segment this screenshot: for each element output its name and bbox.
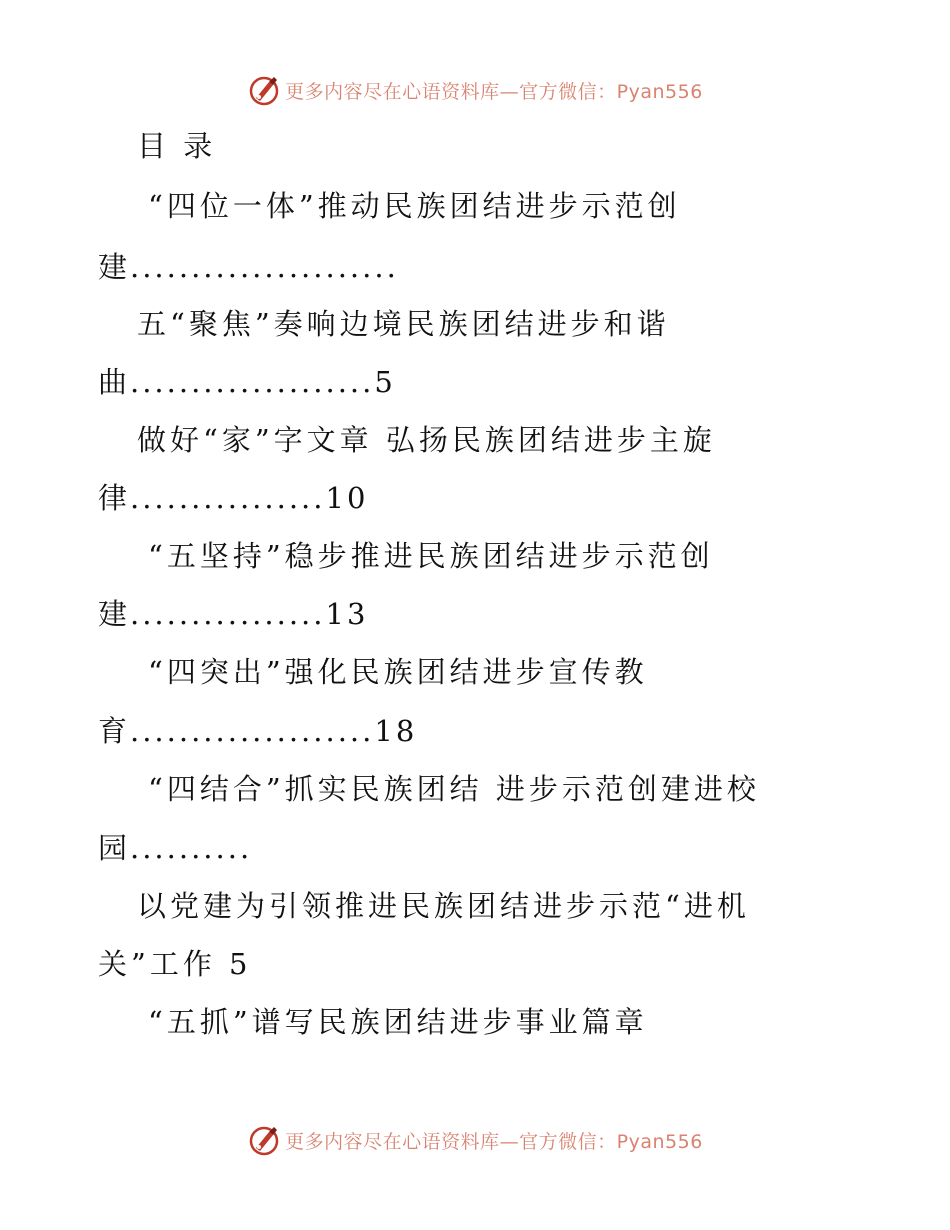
watermark-banner-bottom bbox=[0, 1120, 950, 1160]
toc-heading: 目 录 bbox=[137, 129, 217, 163]
toc-entry-line: 曲....................5 bbox=[98, 365, 396, 399]
toc-entry-line: “五抓”谱写民族团结进步事业篇章 bbox=[148, 1005, 648, 1039]
toc-entry-line: 五“聚焦”奏响边境民族团结进步和谐 bbox=[137, 307, 670, 341]
toc-entry-line: 建................13 bbox=[98, 597, 369, 631]
toc-entry-line: 育....................18 bbox=[98, 714, 418, 748]
watermark-text: 更多内容尽在心语资料库—官方微信：Pyan556 bbox=[285, 1130, 703, 1153]
toc-entry-line: 做好“家”字文章 弘扬民族团结进步主旋 bbox=[137, 423, 716, 457]
toc-entry-line: “四位一体”推动民族团结进步示范创 bbox=[148, 189, 681, 223]
toc-entry-line: 建...................... bbox=[98, 250, 399, 284]
toc-entry-line: 律................10 bbox=[98, 481, 369, 515]
toc-entry-line: “四结合”抓实民族团结 进步示范创建进校 bbox=[148, 772, 760, 806]
toc-entry-line: 以党建为引领推进民族团结进步示范“进机 bbox=[137, 889, 750, 923]
watermark-text: 更多内容尽在心语资料库—官方微信：Pyan556 bbox=[285, 80, 703, 103]
toc-entry-line: 园.......... bbox=[98, 831, 253, 865]
toc-entry-line: “五坚持”稳步推进民族团结进步示范创 bbox=[148, 539, 714, 573]
toc-entry-line: “四突出”强化民族团结进步宣传教 bbox=[148, 655, 648, 689]
pen-logo-icon bbox=[247, 1123, 281, 1157]
toc-entry-line: 关”工作 5 bbox=[98, 947, 252, 981]
